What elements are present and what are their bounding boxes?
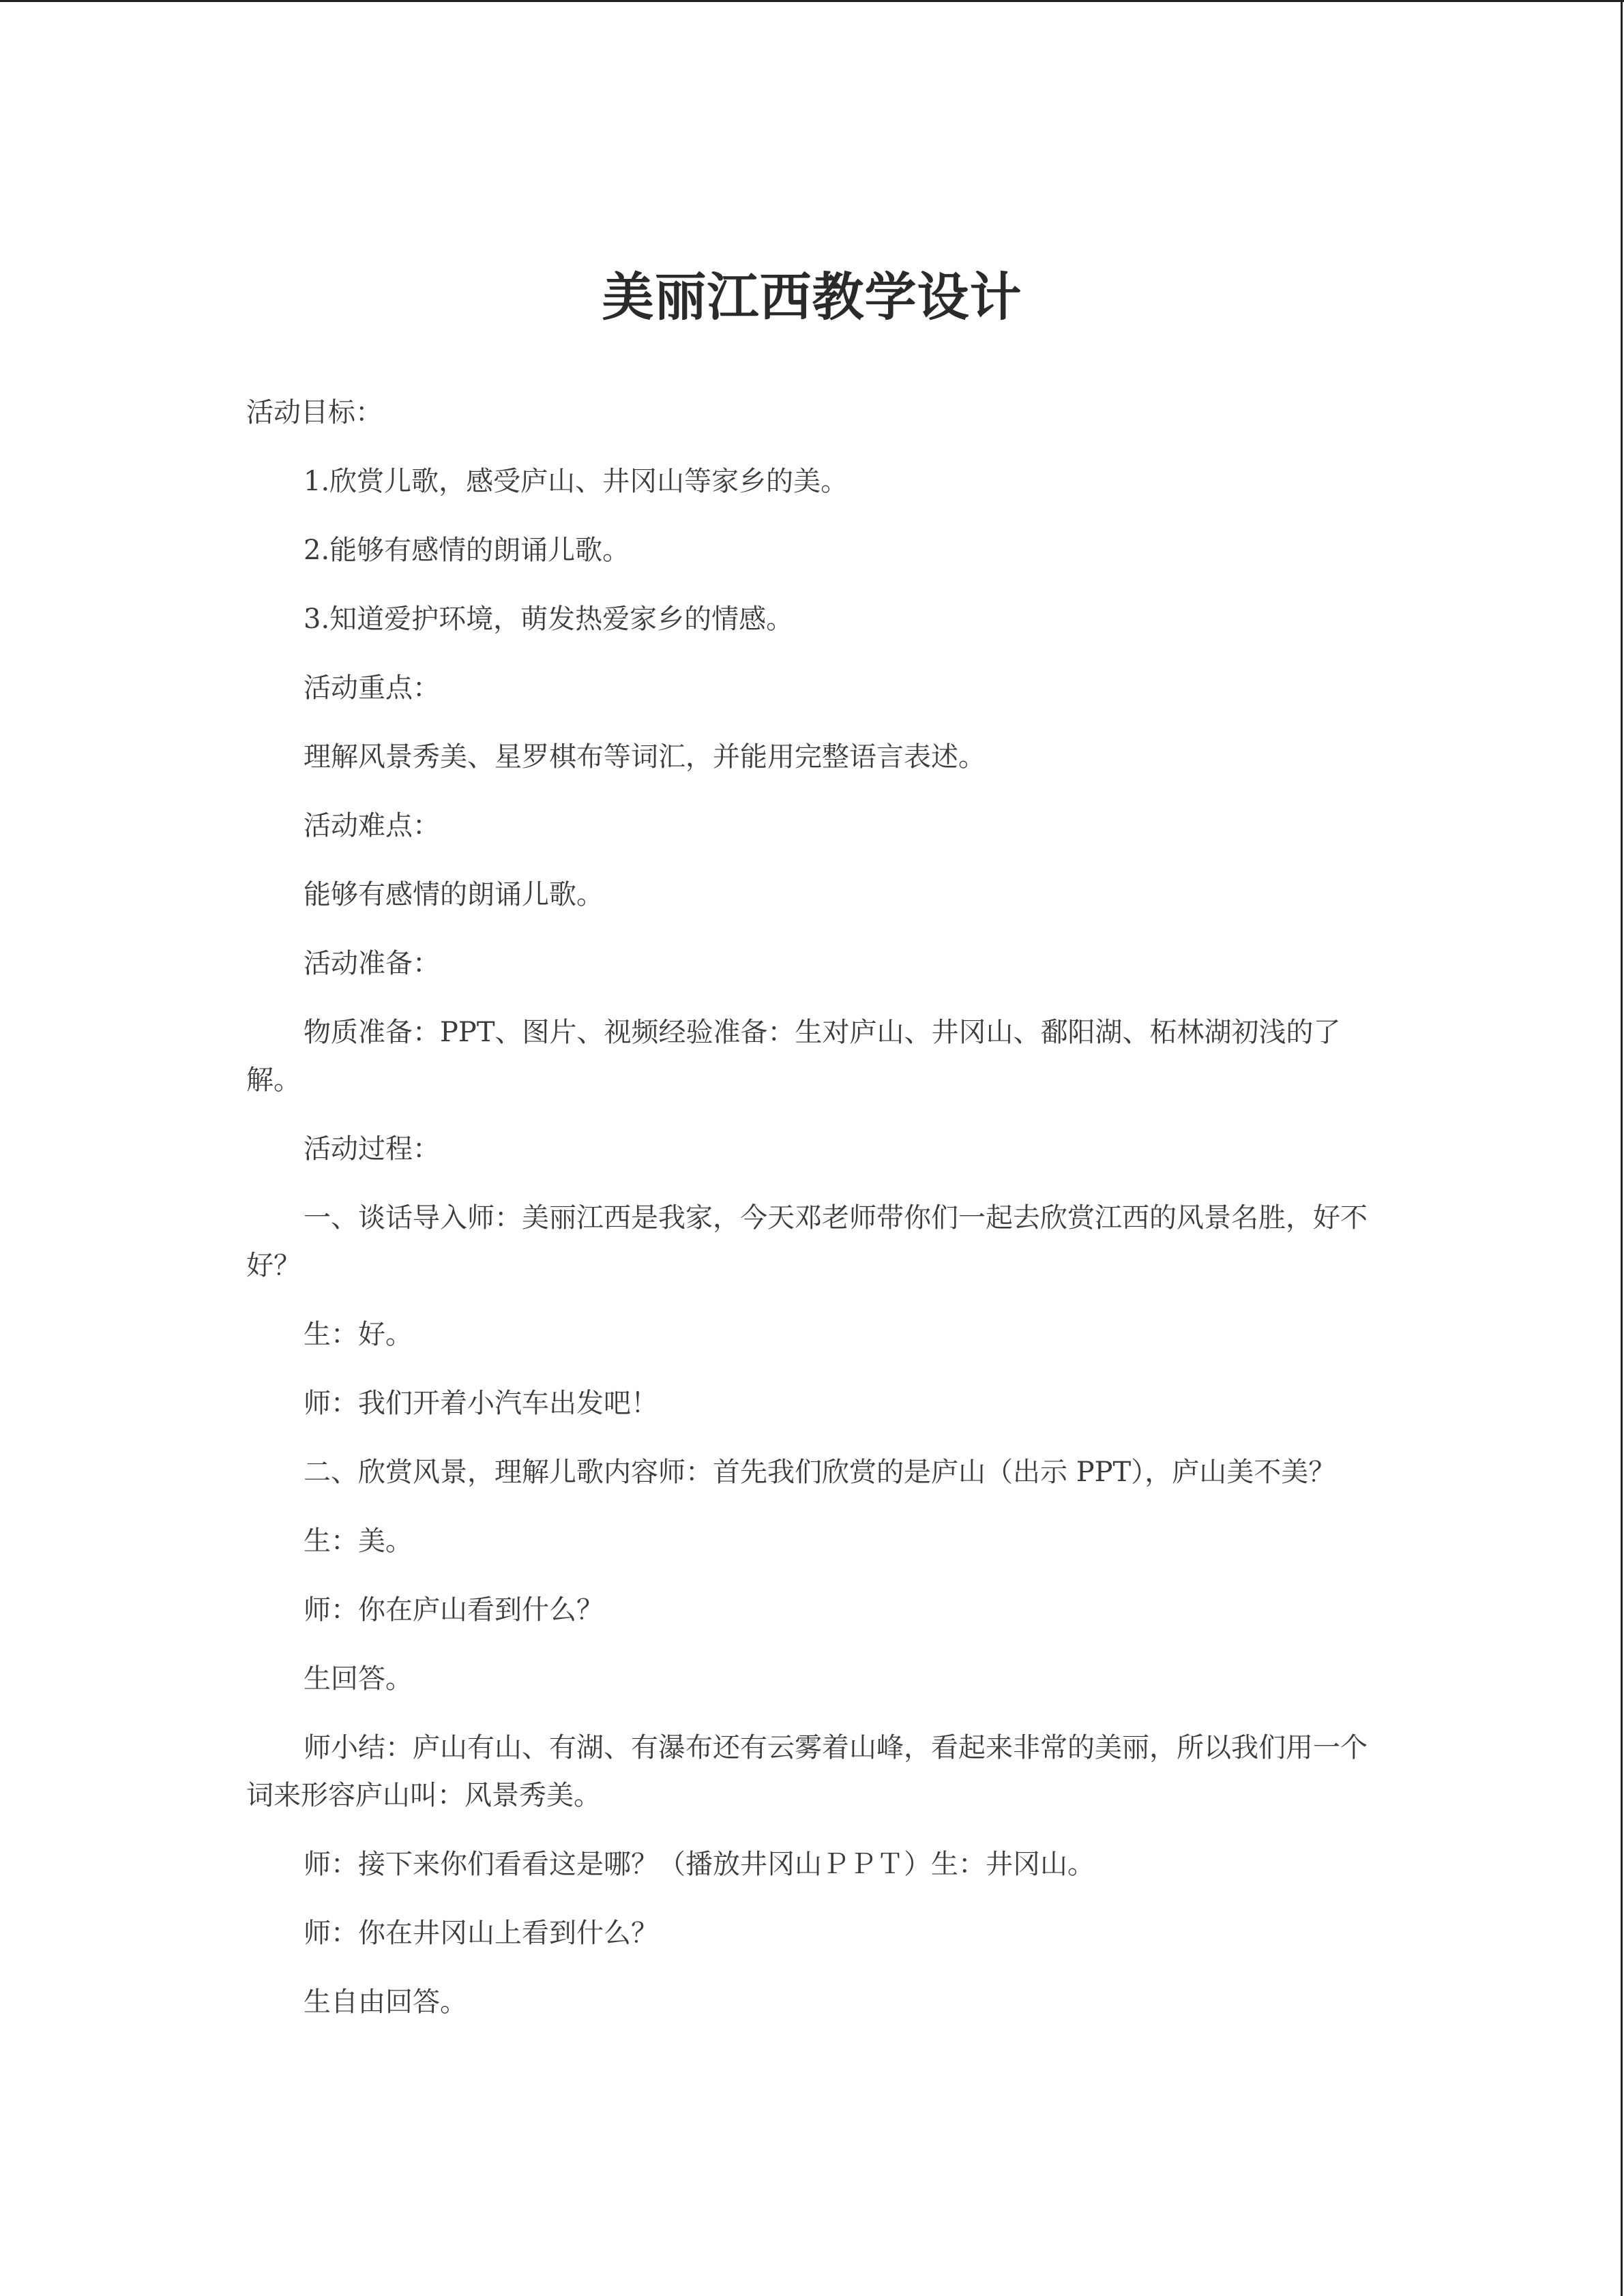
document-body	[246, 389, 1378, 2026]
paragraph-preparation-heading: 活动准备：	[304, 948, 440, 979]
paragraph-goal-2: 2.能够有感情的朗诵儿歌。	[304, 535, 630, 566]
document-title: 美丽江西教学设计	[602, 266, 1022, 327]
paragraph-goal-3: 3.知道爱护环境，萌发热爱家乡的情感。	[304, 603, 794, 635]
paragraph-activity-goals-heading: 活动目标：	[246, 397, 383, 428]
paragraph-teacher-summary: 师小结：庐山有山、有湖、有瀑布还有云雾着山峰，看起来非常的美丽，所以我们用一个词来形容庐山叫：风景秀美。	[246, 1732, 1368, 1811]
paragraph-goal-1: 1.欣赏儿歌，感受庐山、井冈山等家乡的美。	[304, 466, 848, 497]
paragraph-student-reply-good: 生：好。	[304, 1319, 413, 1350]
paragraph-difficulties-heading: 活动难点：	[304, 810, 440, 841]
paragraph-intro: 一、谈话导入师：美丽江西是我家，今天邓老师带你们一起去欣赏江西的风景名胜，好不好？	[246, 1202, 1368, 1281]
paragraph-process-heading: 活动过程：	[304, 1133, 440, 1165]
page-right-border	[1621, 0, 1623, 2296]
paragraph-appreciate-scenery: 二、欣赏风景，理解儿歌内容师：首先我们欣赏的是庐山（出示 PPT），庐山美不美？	[304, 1457, 1336, 1488]
paragraph-jinggangshan-intro: 师：接下来你们看看这是哪？（播放井冈山ＰＰＴ）生：井冈山。	[304, 1849, 1095, 1880]
paragraph-student-answer: 生回答。	[304, 1663, 413, 1695]
paragraph-teacher-question-jinggangshan: 师：你在井冈山上看到什么？	[304, 1918, 658, 1949]
paragraph-student-free-answer: 生自由回答。	[304, 1986, 467, 2018]
paragraph-preparation: 物质准备：PPT、图片、视频经验准备：生对庐山、井冈山、鄱阳湖、柘林湖初浅的了解。	[246, 1017, 1341, 1096]
page-top-border	[0, 0, 1624, 2]
paragraph-difficulties: 能够有感情的朗诵儿歌。	[304, 879, 604, 910]
paragraph-key-points-heading: 活动重点：	[304, 672, 440, 704]
paragraph-key-points: 理解风景秀美、星罗棋布等词汇，并能用完整语言表述。	[304, 741, 986, 773]
paragraph-teacher-depart: 师：我们开着小汽车出发吧！	[304, 1388, 658, 1419]
paragraph-student-reply-beautiful: 生：美。	[304, 1525, 413, 1557]
paragraph-teacher-question-lushan: 师：你在庐山看到什么？	[304, 1594, 604, 1626]
